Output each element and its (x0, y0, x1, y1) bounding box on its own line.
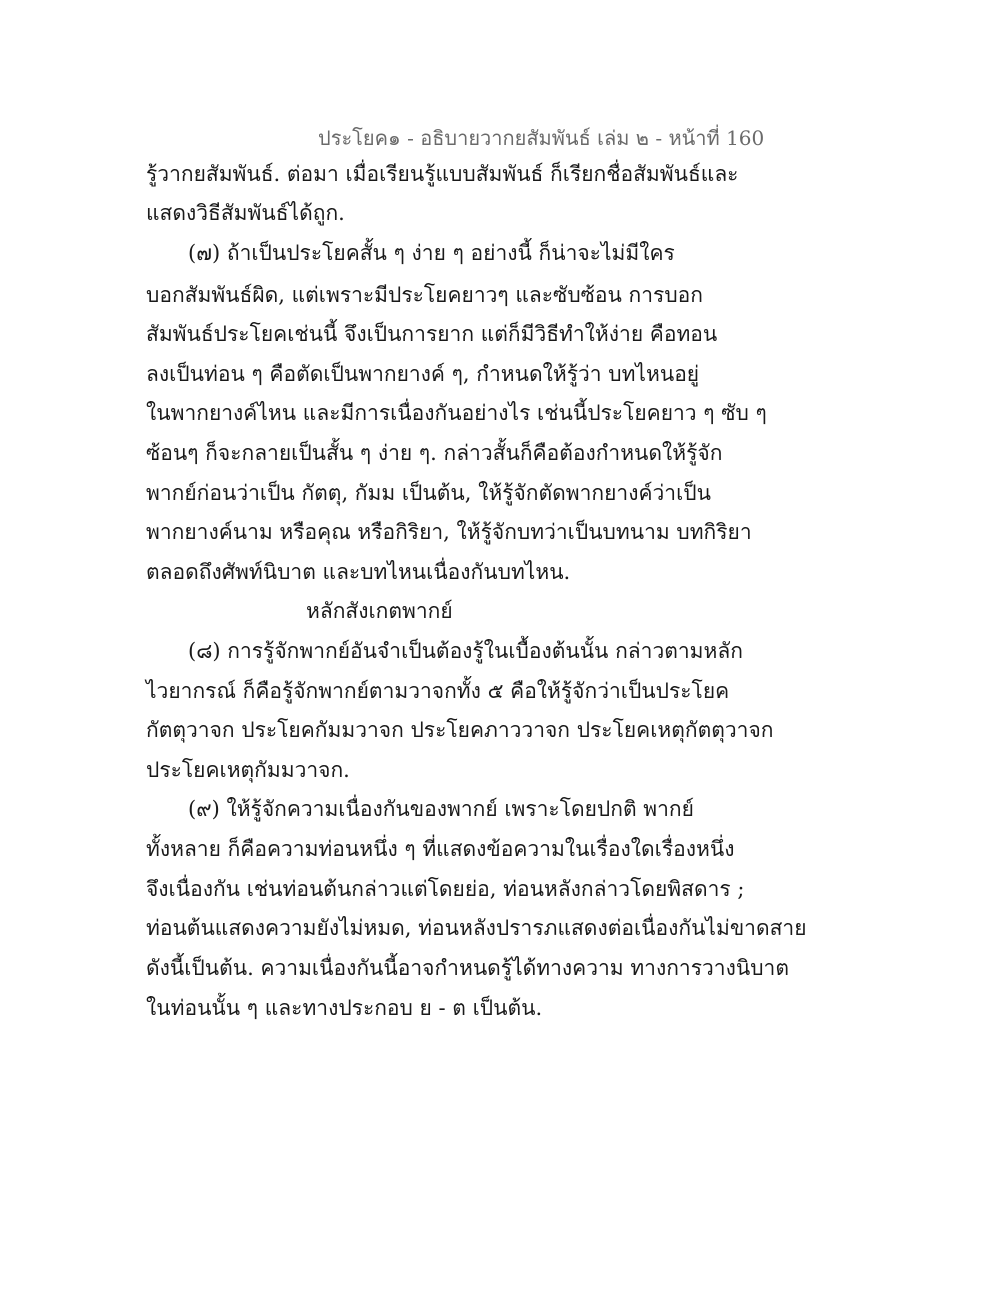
text-line: บอกสัมพันธ์ผิด, แต่เพราะมีประโยคยาวๆ และซับซ้อน การบอก (146, 283, 703, 307)
text-line: ซ้อนๆ ก็จะกลายเป็นสั้น ๆ ง่าย ๆ. กล่าวสั้นก็คือต้องกำหนดให้รู้จัก (146, 441, 723, 465)
text-line: ท่อนต้นแสดงความยังไม่หมด, ท่อนหลังปรารภแสดงต่อเนื่องกันไม่ขาดสาย (146, 916, 807, 940)
text-line: ประโยคเหตุกัมมวาจก. (146, 758, 350, 782)
text-line: รู้วากยสัมพันธ์. ต่อมา เมื่อเรียนรู้แบบสัมพันธ์ ก็เรียกชื่อสัมพันธ์และ (146, 162, 739, 186)
text-line: ตลอดถึงศัพท์นิบาต และบทไหนเนื่องกันบทไหน. (146, 560, 571, 584)
text-line: ในพากยางค์ไหน และมีการเนื่องกันอย่างไร เช่นนี้ประโยคยาว ๆ ซับ ๆ (146, 401, 767, 425)
text-line: ไวยากรณ์ ก็คือรู้จักพากย์ตามวาจกทั้ง ๕ คือให้รู้จักว่าเป็นประโยค (146, 679, 730, 703)
text-line: แสดงวิธีสัมพันธ์ได้ถูก. (146, 201, 345, 225)
text-line: สัมพันธ์ประโยคเช่นนี้ จึงเป็นการยาก แต่ก็มีวิธีทำให้ง่าย คือทอน (146, 322, 718, 346)
text-line: ลงเป็นท่อน ๆ คือตัดเป็นพากยางค์ ๆ, กำหนดให้รู้ว่า บทไหนอยู่ (146, 362, 700, 386)
paragraph-7-start: (๗) ถ้าเป็นประโยคสั้น ๆ ง่าย ๆ อย่างนี้ ก็น่าจะไม่มีใคร (188, 241, 675, 265)
text-line: พากย์ก่อนว่าเป็น กัตตุ, กัมม เป็นต้น, ให้รู้จักตัดพากยางค์ว่าเป็น (146, 481, 711, 505)
text-line: ทั้งหลาย ก็คือความท่อนหนึ่ง ๆ ที่แสดงข้อความในเรื่องใดเรื่องหนึ่ง (146, 837, 735, 861)
text-line: พากยางค์นาม หรือคุณ หรือกิริยา, ให้รู้จักบทว่าเป็นบทนาม บทกิริยา (146, 520, 752, 544)
text-line: จึงเนื่องกัน เช่นท่อนต้นกล่าวแต่โดยย่อ, ท่อนหลังกล่าวโดยพิสดาร ; (146, 877, 745, 901)
paragraph-9-start: (๙) ให้รู้จักความเนื่องกันของพากย์ เพราะโดยปกติ พากย์ (188, 797, 694, 821)
paragraph-8-start: (๘) การรู้จักพากย์อันจำเป็นต้องรู้ในเบื้องต้นนั้น กล่าวตามหลัก (188, 639, 743, 663)
section-heading: หลักสังเกตพากย์ (306, 599, 453, 623)
text-line: ดังนี้เป็นต้น. ความเนื่องกันนี้อาจกำหนดรู้ได้ทางความ ทางการวางนิบาต (146, 956, 789, 980)
page-header: ประโยค๑ - อธิบายวากยสัมพันธ์ เล่ม ๒ - หน้าที่ 160 (318, 126, 765, 150)
text-line: กัตตุวาจก ประโยคกัมมวาจก ประโยคภาววาจก ประโยคเหตุกัตตุวาจก (146, 718, 774, 742)
text-line: ในท่อนนั้น ๆ และทางประกอบ ย - ต เป็นต้น. (146, 996, 543, 1020)
